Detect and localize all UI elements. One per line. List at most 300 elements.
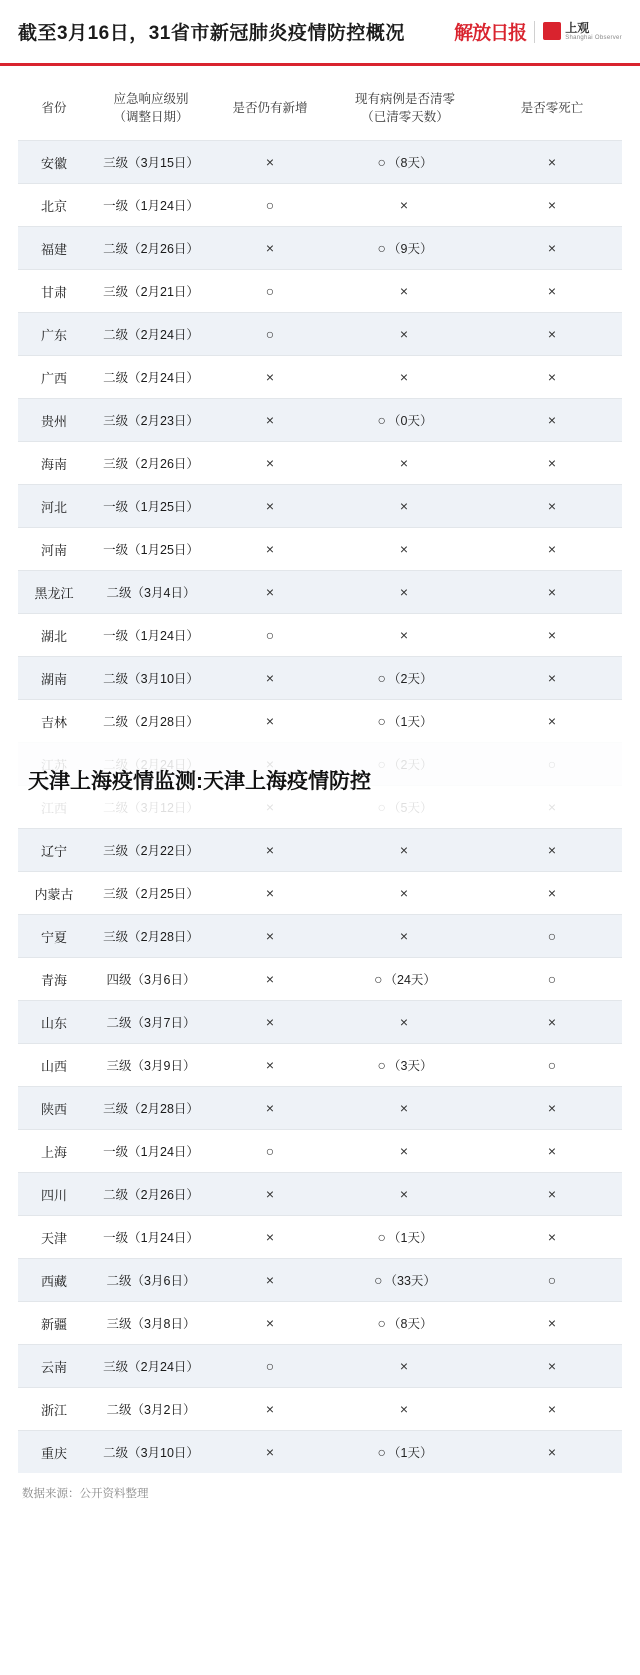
cell-cleared-mark: × xyxy=(399,1013,409,1030)
cell-response-level-text: 三级（3月8日） xyxy=(106,1317,196,1332)
cell-cleared-days: （1天） xyxy=(388,1446,433,1461)
cell-zero-death-text: × xyxy=(547,239,557,256)
cell-new-cases xyxy=(212,571,328,614)
cell-cleared xyxy=(328,356,482,399)
cell-province xyxy=(18,657,90,700)
cell-new-cases-text: × xyxy=(265,454,275,471)
cell-new-cases xyxy=(212,829,328,872)
cell-new-cases xyxy=(212,141,328,184)
table-row xyxy=(18,227,622,270)
cell-cleared-days: （0天） xyxy=(388,414,433,429)
cell-province-text: 河北 xyxy=(40,499,67,515)
cell-response-level-text: 二级（3月6日） xyxy=(106,1274,196,1289)
cell-province-text: 云南 xyxy=(40,1359,67,1375)
cell-zero-death-text: × xyxy=(547,411,557,428)
cell-response-level xyxy=(90,356,212,399)
cell-cleared xyxy=(328,1302,482,1345)
cell-province-text: 河南 xyxy=(40,542,67,558)
cell-response-level xyxy=(90,270,212,313)
cell-province xyxy=(18,528,90,571)
cell-zero-death xyxy=(482,872,622,915)
cell-zero-death-text: × xyxy=(547,1357,557,1374)
cell-cleared-mark: × xyxy=(399,454,409,471)
cell-response-level xyxy=(90,872,212,915)
cleared-group xyxy=(378,153,433,171)
cell-new-cases-text: ○ xyxy=(265,325,275,342)
table-row xyxy=(18,1130,622,1173)
cell-province xyxy=(18,872,90,915)
cell-zero-death-text: × xyxy=(547,454,557,471)
cell-province-text: 上海 xyxy=(40,1144,67,1160)
cell-response-level xyxy=(90,227,212,270)
cell-cleared xyxy=(328,313,482,356)
cell-new-cases-text: ○ xyxy=(265,282,275,299)
cleared-group xyxy=(400,1359,410,1373)
table-row xyxy=(18,958,622,1001)
cell-new-cases xyxy=(212,1388,328,1431)
brand-observer-pinyin: Shanghai Observer xyxy=(565,34,622,41)
cell-zero-death-text: × xyxy=(547,712,557,729)
cell-new-cases-text: × xyxy=(265,1228,275,1245)
cell-response-level xyxy=(90,1302,212,1345)
cell-zero-death xyxy=(482,270,622,313)
cell-new-cases-text: × xyxy=(265,669,275,686)
table-row xyxy=(18,184,622,227)
cell-response-level-text: 二级（2月26日） xyxy=(103,1188,199,1203)
source-note: 数据来源：公开资料整理 xyxy=(22,1488,149,1501)
cell-response-level xyxy=(90,1388,212,1431)
cell-new-cases xyxy=(212,270,328,313)
cell-response-level xyxy=(90,313,212,356)
cell-response-level-text: 三级（2月24日） xyxy=(103,1360,199,1375)
cell-zero-death-text: × xyxy=(547,583,557,600)
cell-cleared-mark: × xyxy=(399,1357,409,1374)
cell-new-cases xyxy=(212,614,328,657)
cleared-group xyxy=(400,585,410,599)
cell-new-cases xyxy=(212,1001,328,1044)
cell-zero-death-text: × xyxy=(547,497,557,514)
cleared-group xyxy=(374,970,436,988)
cell-new-cases-text: × xyxy=(265,540,275,557)
cell-province xyxy=(18,1302,90,1345)
cleared-group xyxy=(378,239,433,257)
cell-response-level-text: 二级（2月24日） xyxy=(103,328,199,343)
cell-province xyxy=(18,442,90,485)
cell-cleared xyxy=(328,1388,482,1431)
cell-zero-death-text: × xyxy=(547,884,557,901)
cell-response-level-text: 一级（1月25日） xyxy=(103,500,199,515)
cell-new-cases xyxy=(212,872,328,915)
cell-new-cases-text: × xyxy=(265,712,275,729)
cleared-group xyxy=(400,198,410,212)
cleared-group xyxy=(400,843,410,857)
cell-cleared-days: （3天） xyxy=(388,1059,433,1074)
cell-cleared-mark: ○ xyxy=(377,240,386,257)
cell-new-cases xyxy=(212,356,328,399)
cell-zero-death-text: × xyxy=(547,626,557,643)
cell-cleared-mark: ○ xyxy=(377,1315,386,1332)
cell-response-level-text: 三级（3月9日） xyxy=(106,1059,196,1074)
cell-new-cases-text: × xyxy=(265,239,275,256)
cell-response-level-text: 一级（1月24日） xyxy=(103,629,199,644)
cell-province xyxy=(18,313,90,356)
cell-response-level xyxy=(90,1087,212,1130)
cell-province-text: 广西 xyxy=(40,370,67,386)
cell-province-text: 吉林 xyxy=(40,714,67,730)
cell-province xyxy=(18,1259,90,1302)
cell-cleared xyxy=(328,872,482,915)
cell-province xyxy=(18,571,90,614)
cell-new-cases xyxy=(212,227,328,270)
cell-zero-death-text: × xyxy=(547,1142,557,1159)
cleared-group xyxy=(400,542,410,556)
cell-cleared xyxy=(328,1130,482,1173)
cell-cleared xyxy=(328,227,482,270)
cell-cleared xyxy=(328,184,482,227)
cell-response-level xyxy=(90,1130,212,1173)
brand-divider xyxy=(534,21,535,43)
cell-response-level xyxy=(90,700,212,743)
table-row xyxy=(18,915,622,958)
cell-response-level-text: 三级（2月26日） xyxy=(103,457,199,472)
cell-zero-death-text: × xyxy=(547,1400,557,1417)
cell-cleared xyxy=(328,657,482,700)
table-row xyxy=(18,313,622,356)
cell-response-level xyxy=(90,829,212,872)
table-row xyxy=(18,485,622,528)
cell-response-level xyxy=(90,571,212,614)
table-header-row xyxy=(18,80,622,141)
cell-new-cases-text: × xyxy=(265,1314,275,1331)
cleared-group xyxy=(400,929,410,943)
cell-province-text: 新疆 xyxy=(40,1316,67,1332)
cell-zero-death-text: × xyxy=(547,1228,557,1245)
cell-zero-death xyxy=(482,227,622,270)
column-header-cleared: 现有病例是否清零 （已清零天数） xyxy=(328,80,482,141)
cell-response-level xyxy=(90,1001,212,1044)
cell-response-level xyxy=(90,1173,212,1216)
cell-zero-death-text: × xyxy=(547,196,557,213)
cell-province xyxy=(18,1431,90,1474)
cell-zero-death-text: × xyxy=(547,1185,557,1202)
cleared-group xyxy=(378,411,433,429)
cell-cleared xyxy=(328,1173,482,1216)
cell-response-level xyxy=(90,614,212,657)
cell-province xyxy=(18,1001,90,1044)
cell-new-cases xyxy=(212,1259,328,1302)
cell-zero-death xyxy=(482,700,622,743)
brand-newspaper-name: 解放日报 xyxy=(454,22,527,44)
cell-cleared xyxy=(328,1259,482,1302)
cell-zero-death xyxy=(482,657,622,700)
cell-cleared-mark: ○ xyxy=(377,713,386,730)
cell-cleared xyxy=(328,571,482,614)
cleared-group xyxy=(400,1187,410,1201)
cell-province-text: 海南 xyxy=(40,456,67,472)
cell-province xyxy=(18,1044,90,1087)
cell-province-text: 湖南 xyxy=(40,671,67,687)
cell-province-text: 湖北 xyxy=(40,628,67,644)
cleared-group xyxy=(400,370,410,384)
cell-new-cases xyxy=(212,657,328,700)
cleared-group xyxy=(378,1228,433,1246)
cleared-group xyxy=(400,327,410,341)
cell-response-level-text: 二级（2月28日） xyxy=(103,715,199,730)
table-row xyxy=(18,442,622,485)
cell-cleared-mark: × xyxy=(399,841,409,858)
cell-zero-death xyxy=(482,485,622,528)
cell-province-text: 陕西 xyxy=(40,1101,67,1117)
table-row xyxy=(18,614,622,657)
cell-new-cases xyxy=(212,1431,328,1474)
cell-zero-death xyxy=(482,313,622,356)
cell-response-level-text: 三级（2月23日） xyxy=(103,414,199,429)
table-row xyxy=(18,1173,622,1216)
cell-new-cases-text: × xyxy=(265,927,275,944)
cell-province-text: 青海 xyxy=(40,972,67,988)
column-header-province: 省份 xyxy=(18,80,90,141)
cell-zero-death xyxy=(482,184,622,227)
cell-new-cases xyxy=(212,313,328,356)
cell-cleared xyxy=(328,1044,482,1087)
table-row xyxy=(18,1044,622,1087)
cleared-group xyxy=(378,712,433,730)
cell-cleared xyxy=(328,141,482,184)
cell-province-text: 山西 xyxy=(40,1058,67,1074)
cell-cleared-mark: ○ xyxy=(374,971,383,988)
cell-cleared-days: （33天） xyxy=(384,1274,436,1289)
cell-response-level-text: 二级（2月26日） xyxy=(103,242,199,257)
cleared-group xyxy=(378,1056,433,1074)
cell-zero-death-text: ○ xyxy=(547,1271,557,1288)
cell-new-cases-text: × xyxy=(265,1185,275,1202)
cell-new-cases-text: × xyxy=(265,368,275,385)
cell-new-cases xyxy=(212,1216,328,1259)
cell-province xyxy=(18,1388,90,1431)
cell-province-text: 黑龙江 xyxy=(34,585,74,601)
cell-new-cases xyxy=(212,1302,328,1345)
cell-zero-death xyxy=(482,614,622,657)
cell-zero-death-text: × xyxy=(547,669,557,686)
cleared-group xyxy=(400,628,410,642)
cell-new-cases-text: ○ xyxy=(265,196,275,213)
cell-cleared-days: （8天） xyxy=(388,156,433,171)
cell-new-cases xyxy=(212,1173,328,1216)
cell-cleared xyxy=(328,1087,482,1130)
cell-cleared xyxy=(328,1431,482,1474)
cell-cleared-mark: × xyxy=(399,325,409,342)
cell-response-level-text: 三级（2月28日） xyxy=(103,930,199,945)
cleared-group xyxy=(400,284,410,298)
cell-zero-death-text: × xyxy=(547,368,557,385)
cell-zero-death xyxy=(482,958,622,1001)
cell-zero-death xyxy=(482,1087,622,1130)
cleared-group xyxy=(374,1271,436,1289)
cell-response-level-text: 二级（3月10日） xyxy=(103,672,199,687)
cell-new-cases xyxy=(212,399,328,442)
cell-response-level xyxy=(90,184,212,227)
cell-response-level-text: 二级（3月10日） xyxy=(103,1446,199,1461)
cleared-group xyxy=(400,1101,410,1115)
cell-cleared-mark: × xyxy=(399,1400,409,1417)
cell-province xyxy=(18,227,90,270)
cell-zero-death xyxy=(482,1388,622,1431)
table-row xyxy=(18,571,622,614)
cleared-group xyxy=(378,1314,433,1332)
cell-zero-death xyxy=(482,399,622,442)
cell-response-level xyxy=(90,1216,212,1259)
cell-response-level xyxy=(90,1044,212,1087)
cell-zero-death xyxy=(482,829,622,872)
cell-province-text: 安徽 xyxy=(40,155,67,171)
cell-new-cases-text: × xyxy=(265,497,275,514)
cell-new-cases-text: ○ xyxy=(265,1357,275,1374)
cell-zero-death-text: ○ xyxy=(547,970,557,987)
cell-province xyxy=(18,141,90,184)
cleared-group xyxy=(378,669,433,687)
cell-province-text: 浙江 xyxy=(40,1402,67,1418)
cell-response-level-text: 三级（2月25日） xyxy=(103,887,199,902)
cell-zero-death xyxy=(482,1216,622,1259)
cell-province-text: 天津 xyxy=(40,1230,67,1246)
cell-province xyxy=(18,829,90,872)
cell-response-level-text: 二级（3月2日） xyxy=(106,1403,196,1418)
overlay-caption-banner xyxy=(0,738,640,826)
cell-cleared-days: （9天） xyxy=(388,242,433,257)
cell-new-cases xyxy=(212,184,328,227)
cleared-group xyxy=(378,1443,433,1461)
cell-new-cases-text: × xyxy=(265,1099,275,1116)
cell-province xyxy=(18,1087,90,1130)
cell-response-level-text: 一级（1月25日） xyxy=(103,543,199,558)
cell-new-cases-text: × xyxy=(265,583,275,600)
cell-cleared-mark: ○ xyxy=(377,1229,386,1246)
header xyxy=(0,0,640,66)
column-header-response-level: 应急响应级别 （调整日期） xyxy=(90,80,212,141)
cell-zero-death-text: × xyxy=(547,1314,557,1331)
cell-province xyxy=(18,958,90,1001)
cell-province xyxy=(18,1130,90,1173)
cell-zero-death xyxy=(482,528,622,571)
cell-zero-death xyxy=(482,1431,622,1474)
cell-cleared-mark: × xyxy=(399,282,409,299)
cell-response-level xyxy=(90,1259,212,1302)
cell-zero-death-text: × xyxy=(547,1443,557,1460)
cell-response-level xyxy=(90,442,212,485)
cell-response-level-text: 三级（3月15日） xyxy=(103,156,199,171)
cell-zero-death xyxy=(482,442,622,485)
table-row xyxy=(18,528,622,571)
cell-cleared-mark: × xyxy=(399,1099,409,1116)
cell-province xyxy=(18,270,90,313)
cell-province xyxy=(18,184,90,227)
cell-zero-death-text: × xyxy=(547,841,557,858)
table-row xyxy=(18,700,622,743)
cell-new-cases-text: ○ xyxy=(265,1142,275,1159)
table-row xyxy=(18,1431,622,1474)
cell-response-level-text: 一级（1月24日） xyxy=(103,1145,199,1160)
cell-response-level xyxy=(90,915,212,958)
column-header-zero-death: 是否零死亡 xyxy=(482,80,622,141)
cell-response-level xyxy=(90,141,212,184)
cell-zero-death-text: ○ xyxy=(547,927,557,944)
cell-zero-death xyxy=(482,571,622,614)
cell-cleared-days: （1天） xyxy=(388,1231,433,1246)
cell-province-text: 山东 xyxy=(40,1015,67,1031)
brand-logo xyxy=(454,18,622,45)
cell-new-cases-text: ○ xyxy=(265,626,275,643)
cell-cleared xyxy=(328,700,482,743)
cell-cleared xyxy=(328,1345,482,1388)
cell-province xyxy=(18,700,90,743)
cell-response-level-text: 二级（3月4日） xyxy=(106,586,196,601)
table-row xyxy=(18,1216,622,1259)
cell-province xyxy=(18,356,90,399)
cell-new-cases-text: × xyxy=(265,1271,275,1288)
cell-province-text: 宁夏 xyxy=(40,929,67,945)
cell-new-cases xyxy=(212,700,328,743)
table-row xyxy=(18,1259,622,1302)
table-row xyxy=(18,399,622,442)
cell-new-cases xyxy=(212,1044,328,1087)
cell-zero-death-text: × xyxy=(547,325,557,342)
table-row xyxy=(18,872,622,915)
cell-response-level-text: 一级（1月24日） xyxy=(103,1231,199,1246)
cell-cleared xyxy=(328,485,482,528)
cell-zero-death xyxy=(482,1259,622,1302)
cell-zero-death-text: × xyxy=(547,282,557,299)
cell-cleared xyxy=(328,528,482,571)
cell-response-level xyxy=(90,657,212,700)
cell-cleared-mark: ○ xyxy=(377,412,386,429)
cell-cleared-mark: × xyxy=(399,884,409,901)
cell-cleared xyxy=(328,829,482,872)
cleared-group xyxy=(400,456,410,470)
cell-new-cases xyxy=(212,1130,328,1173)
table-row xyxy=(18,829,622,872)
cell-cleared-mark: × xyxy=(399,540,409,557)
cell-cleared xyxy=(328,1216,482,1259)
cell-response-level-text: 二级（2月24日） xyxy=(103,371,199,386)
cell-zero-death-text: × xyxy=(547,1099,557,1116)
table-row xyxy=(18,657,622,700)
cell-province xyxy=(18,614,90,657)
cell-new-cases xyxy=(212,915,328,958)
cell-cleared xyxy=(328,958,482,1001)
cell-zero-death xyxy=(482,1044,622,1087)
cell-new-cases-text: × xyxy=(265,970,275,987)
cell-province xyxy=(18,915,90,958)
table-row xyxy=(18,1001,622,1044)
cell-province-text: 北京 xyxy=(40,198,67,214)
cell-response-level xyxy=(90,399,212,442)
cleared-group xyxy=(400,886,410,900)
cell-new-cases-text: × xyxy=(265,841,275,858)
page-title: 截至3月16日，31省市新冠肺炎疫情防控概况 xyxy=(18,23,405,44)
cell-response-level xyxy=(90,528,212,571)
cell-cleared xyxy=(328,270,482,313)
cell-response-level xyxy=(90,485,212,528)
cell-province-text: 内蒙古 xyxy=(34,886,74,902)
cell-zero-death xyxy=(482,1345,622,1388)
cell-zero-death xyxy=(482,1130,622,1173)
cell-cleared-days: （2天） xyxy=(388,672,433,687)
table-row xyxy=(18,1087,622,1130)
cleared-group xyxy=(400,1144,410,1158)
cell-cleared xyxy=(328,1001,482,1044)
overlay-caption-text: 天津上海疫情监测:天津上海疫情防控 xyxy=(28,770,371,794)
cell-response-level xyxy=(90,1345,212,1388)
